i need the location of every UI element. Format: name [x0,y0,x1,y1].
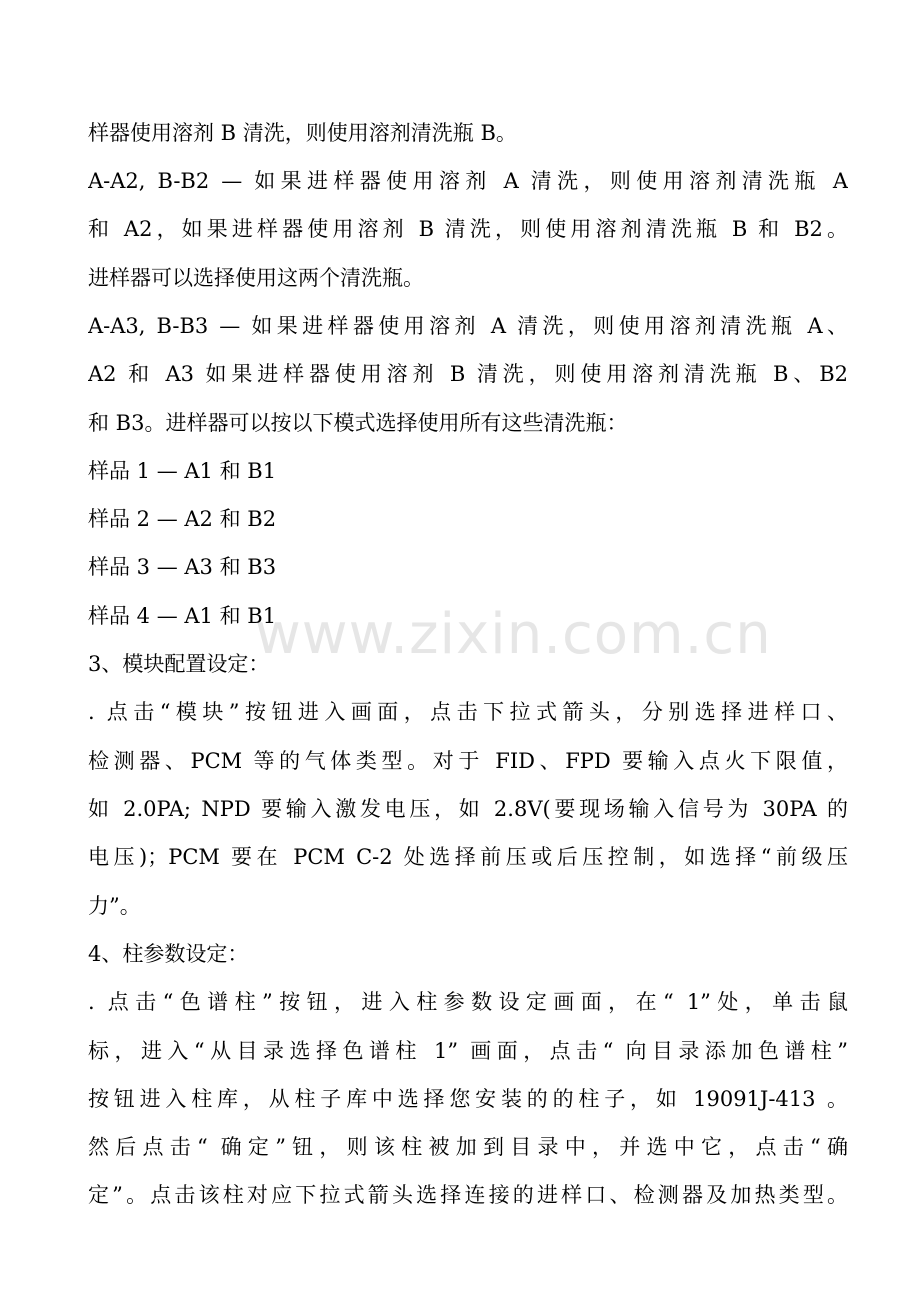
text-line: A-A2, B-B2 — 如果进样器使用溶剂 A 清洗，则使用溶剂清洗瓶 A [88,169,848,193]
text-line: 进样器可以选择使用这两个清洗瓶。 [88,266,424,290]
text-line: 电压)；PCM 要在 PCM C-2 处选择前压或后压控制，如选择“前级压 [88,845,848,869]
text-line: 力”。 [88,894,141,918]
sample-list-item: 样品 3 — A3 和 B3 [88,555,277,579]
text-line: 样器使用溶剂 B 清洗，则使用溶剂清洗瓶 B。 [88,121,517,145]
text-line: 然后点击“ 确定”钮，则该柱被加到目录中，并选中它，点击“确 [88,1135,848,1159]
sample-list-item: 样品 4 — A1 和 B1 [88,604,277,628]
text-line: 检测器、PCM 等的气体类型。对于 FID、FPD 要输入点火下限值， [88,749,848,773]
text-line: . 点击“色谱柱”按钮，进入柱参数设定画面，在“ 1”处，单击鼠 [88,990,848,1014]
text-line: 如 2.0PA; NPD 要输入激发电压，如 2.8V(要现场输入信号为 30PA 的 [88,797,848,821]
sample-list-item: 样品 1 — A1 和 B1 [88,459,277,483]
section-heading: 3、模块配置设定： [88,652,270,676]
section-heading: 4、柱参数设定： [88,942,249,966]
text-line: . 点击“模块”按钮进入画面，点击下拉式箭头，分别选择进样口、 [88,700,848,724]
text-line: 和 B3。进样器可以按以下模式选择使用所有这些清洗瓶： [88,411,628,435]
watermark: www.zixin.com.cn [255,602,772,667]
sample-list-item: 样品 2 — A2 和 B2 [88,507,277,531]
text-line: A2 和 A3 如果进样器使用溶剂 B 清洗，则使用溶剂清洗瓶 B、B2 [88,362,848,386]
text-line: 标，进入“从目录选择色谱柱 1” 画面，点击“ 向目录添加色谱柱” [88,1039,848,1063]
text-line: 和 A2，如果进样器使用溶剂 B 清洗，则使用溶剂清洗瓶 B 和 B2。 [88,217,848,241]
text-line: 定”。点击该柱对应下拉式箭头选择连接的进样口、检测器及加热类型。 [88,1183,848,1207]
text-line: 按钮进入柱库，从柱子库中选择您安装的的柱子，如 19091J-413 。 [88,1087,848,1111]
text-line: A-A3, B-B3 — 如果进样器使用溶剂 A 清洗，则使用溶剂清洗瓶 A、 [88,314,848,338]
